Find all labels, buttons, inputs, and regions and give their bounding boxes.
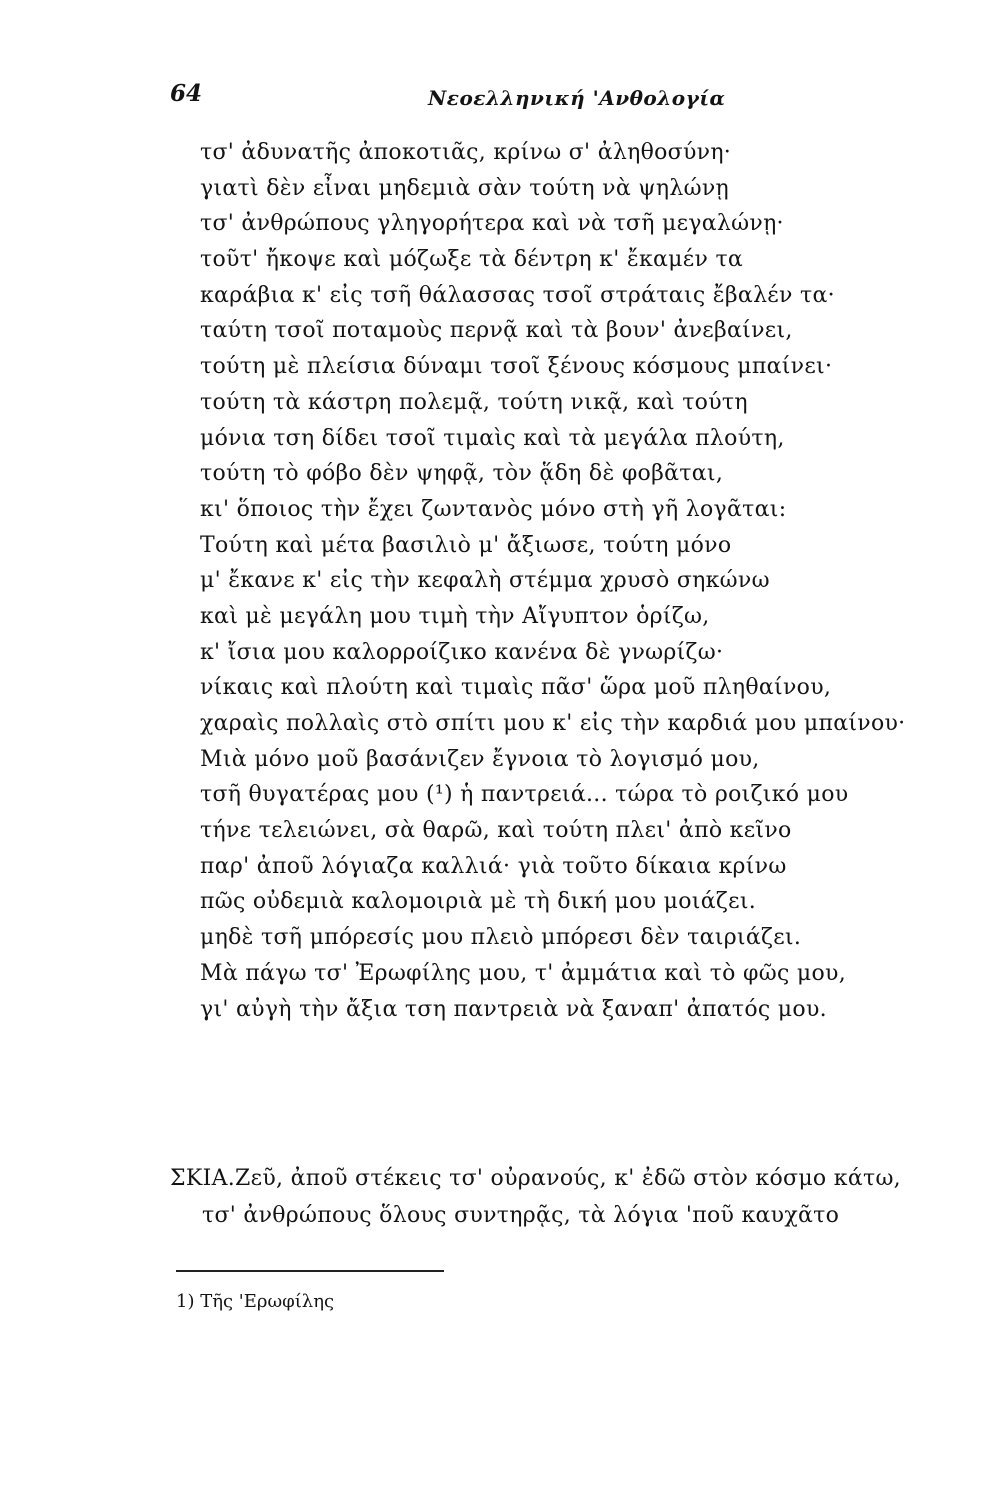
verse-line: γιατὶ δὲν εἶναι μηδεμιὰ σὰν τούτη νὰ ψηλώνῃ <box>200 175 729 201</box>
verse-line: παρ' ἀποῦ λόγιαζα καλλιά· γιὰ τοῦτο δίκαια κρίνω <box>200 853 787 879</box>
verse-line: τοῦτ' ἤκοψε καὶ μόζωξε τὰ δέντρη κ' ἔκαμέν τα <box>200 247 744 273</box>
verse-line: τούτη τὸ φόβο δὲν ψηφᾷ, τὸν ᾅδη δὲ φοβᾶται, <box>200 461 724 487</box>
verse-line: ταύτη τσοῖ ποταμοὺς περνᾷ καὶ τὰ βουν' ἀνεβαίνει, <box>200 318 793 344</box>
verse-line: χαραὶς πολλαὶς στὸ σπίτι μου κ' εἰς τὴν καρδιά μου μπαίνου· <box>200 711 906 736</box>
verse-line: τσῆ θυγατέρας μου (¹) ἡ παντρειά... τώρα τὸ ροιζικό μου <box>200 782 849 808</box>
speech-block <box>170 1160 970 1234</box>
verse-line: Τούτη καὶ μέτα βασιλιὸ μ' ἄξιωσε, τούτη μόνο <box>200 532 732 558</box>
verse-line: κι' ὅποιος τὴν ἔχει ζωντανὸς μόνο στὴ γῆ λογᾶται: <box>200 496 787 522</box>
running-title: Νεοελληνική 'Ανθολογία <box>428 86 726 110</box>
verse-line: μόνια τση δίδει τσοῖ τιμαὶς καὶ τὰ μεγάλα πλούτη, <box>200 425 785 451</box>
speech-continuation-line: τσ' ἀνθρώπους ὅλους συντηρᾷς, τὰ λόγια 'ποῦ καυχᾶτο <box>202 1203 840 1228</box>
verse-line: τήνε τελειώνει, σὰ θαρῶ, καὶ τούτη πλει' ἀπὸ κεῖνο <box>200 818 792 844</box>
verse-line: καὶ μὲ μεγάλη μου τιμὴ τὴν Αἴγυπτον ὁρίζω, <box>200 603 710 629</box>
verse-line: τσ' ἀδυνατῆς ἀποκοτιᾶς, κρίνω σ' ἀληθοσύνη· <box>200 140 732 165</box>
verse-line: τούτη τὰ κάστρη πολεμᾷ, τούτη νικᾷ, καὶ τούτη <box>200 389 748 415</box>
page-number: 64 <box>170 80 203 107</box>
verse-line: γι' αὐγὴ τὴν ἄξια τση παντρειὰ νὰ ξαναπ' ἀπατός μου. <box>200 996 827 1022</box>
verse-line: μ' ἔκανε κ' εἰς τὴν κεφαλὴ στέμμα χρυσὸ σηκώνω <box>200 568 770 594</box>
verse-line: νίκαις καὶ πλούτη καὶ τιμαὶς πᾶσ' ὥρα μοῦ πληθαίνου, <box>200 675 832 701</box>
verse-line: τσ' ἀνθρώπους γληγορήτερα καὶ νὰ τσῆ μεγαλώνῃ· <box>200 211 784 237</box>
footnote-divider <box>176 1270 444 1272</box>
verse-block <box>200 135 960 1027</box>
verse-line: καράβια κ' εἰς τσῆ θάλασσας τσοῖ στράταις ἔβαλέν τα· <box>200 282 835 308</box>
verse-line: κ' ἴσια μου καλορροίζικο κανένα δὲ γνωρίζω· <box>200 639 724 665</box>
speaker-line: ΣΚΙΑ.Ζεῦ, ἀποῦ στέκεις τσ' οὐρανούς, κ' ἐδῶ στὸν κόσμο κάτω, <box>170 1166 901 1191</box>
verse-line: Μὰ πάγω τσ' Ἐρωφίλης μου, τ' ἀμμάτια καὶ τὸ φῶς μου, <box>200 960 846 986</box>
verse-line: τούτη μὲ πλείσια δύναμι τσοῖ ξένους κόσμους μπαίνει· <box>200 354 833 380</box>
footnote: 1) Τῆς 'Ερωφίλης <box>176 1291 335 1312</box>
verse-line: πῶς οὐδεμιὰ καλομοιριὰ μὲ τὴ δική μου μοιάζει. <box>200 889 757 915</box>
verse-line: μηδὲ τσῆ μπόρεσίς μου πλειὸ μπόρεσι δὲν ταιριάζει. <box>200 925 802 951</box>
verse-line: Μιὰ μόνο μοῦ βασάνιζεν ἔγνοια τὸ λογισμό μου, <box>200 746 760 772</box>
